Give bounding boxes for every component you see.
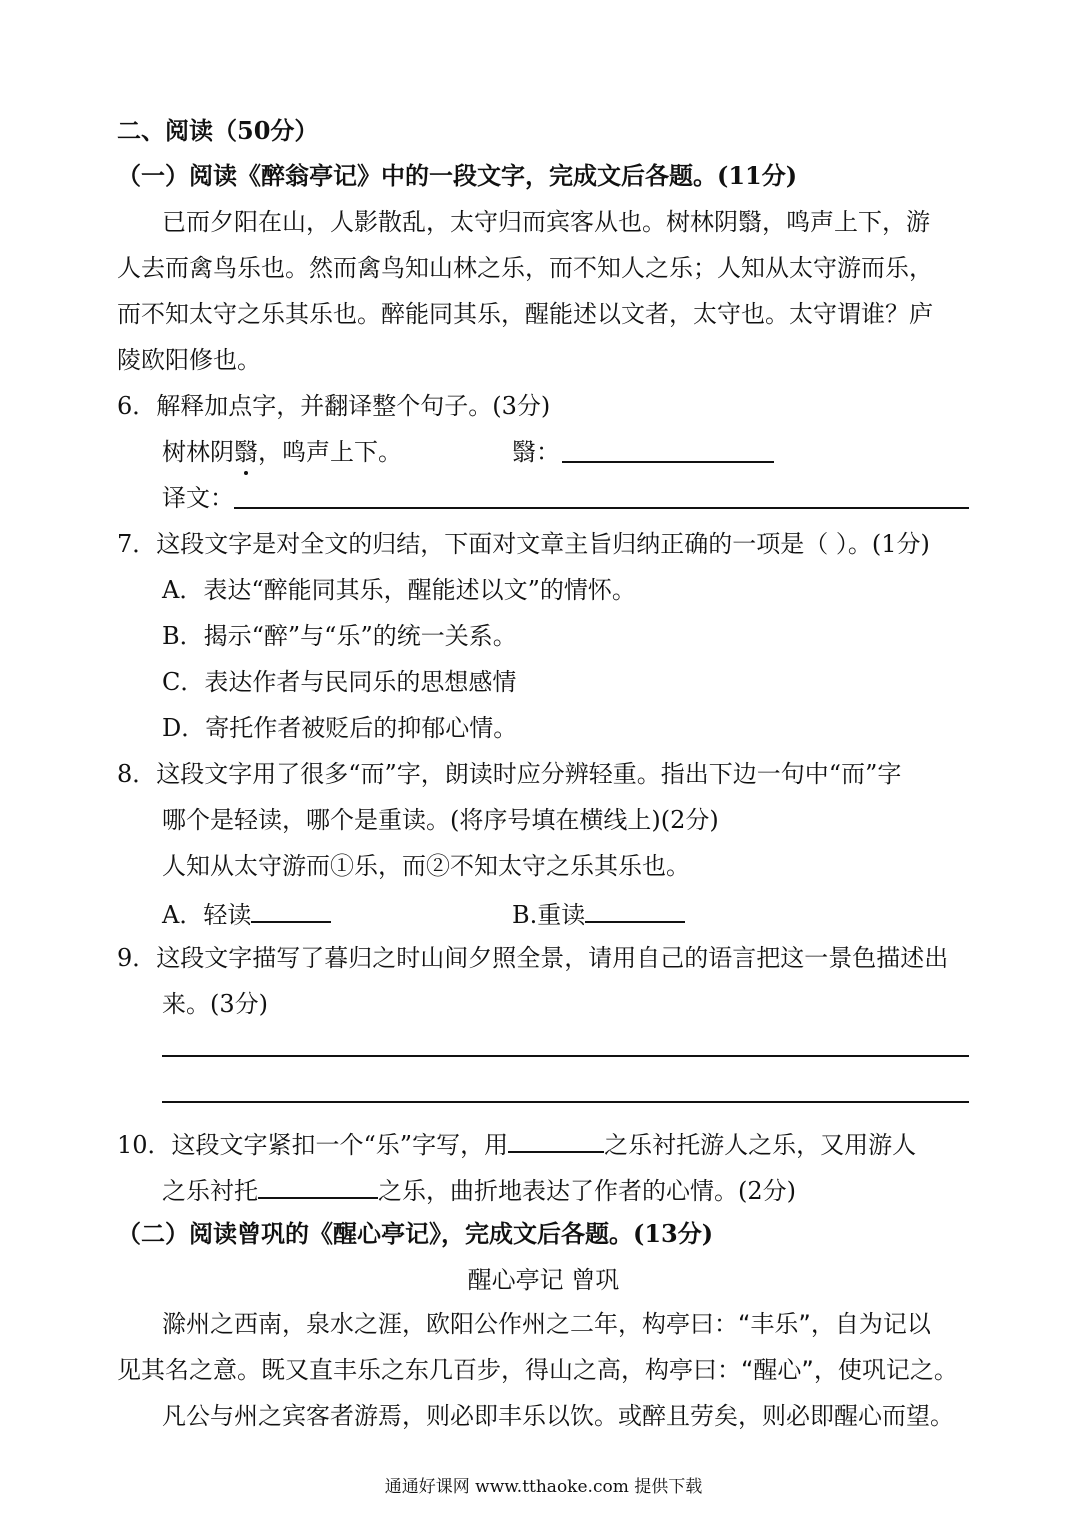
- q6-sentence-before: 树林阴: [162, 438, 234, 466]
- q6-sentence-after: ，鸣声上下。: [258, 438, 402, 466]
- part2-heading: （二）阅读曾巩的《醒心亭记》，完成文后各题。(13分): [117, 1219, 714, 1248]
- passage1-line-1: 已而夕阳在山，人影散乱，太守归而宾客从也。树林阴翳，鸣声上下，游: [162, 208, 930, 236]
- q6-term-answer-line[interactable]: [562, 461, 774, 463]
- q8-stem-line-1: 8．这段文字用了很多“而”字，朗读时应分辨轻重。指出下边一句中“而”字: [117, 760, 902, 788]
- q6-translation-answer-line[interactable]: [234, 507, 969, 509]
- q10-line-2-a: 之乐衬托: [162, 1177, 258, 1205]
- q8-sentence: 人知从太守游而①乐，而②不知太守之乐其乐也。: [162, 852, 690, 880]
- q10-line-2: [162, 1171, 796, 1208]
- q6-sentence: [162, 435, 402, 469]
- passage2-line-2: 见其名之意。既又直丰乐之东几百步，得山之高，构亭曰：“醒心”，使巩记之。: [117, 1356, 958, 1384]
- q10-blank-2[interactable]: [258, 1171, 378, 1199]
- q6-stem: 6．解释加点字，并翻译整个句子。(3分): [117, 392, 551, 420]
- q8-option-a-row: [162, 895, 331, 932]
- page-footer: 通通好课网 www.tthaoke.com 提供下载: [384, 1477, 703, 1497]
- q6-dotted-char: 翳: [234, 435, 258, 469]
- passage1-line-3: 而不知太守之乐其乐也。醉能同其乐，醒能述以文者，太守也。太守谓谁？庐: [117, 300, 933, 328]
- q10-line-1-b: 之乐衬托游人之乐，又用游人: [604, 1131, 917, 1159]
- q8-stem-line-2: 哪个是轻读，哪个是重读。(将序号填在横线上)(2分): [162, 806, 719, 834]
- passage1-line-4: 陵欧阳修也。: [117, 346, 261, 374]
- q9-stem-line-2: 来。(3分): [162, 990, 268, 1018]
- q9-answer-line-2[interactable]: [162, 1101, 969, 1103]
- q8-option-a-blank[interactable]: [251, 895, 331, 923]
- section-title: 二、阅读（50分）: [117, 116, 319, 145]
- part1-heading: （一）阅读《醉翁亭记》中的一段文字，完成文后各题。(11分): [117, 161, 798, 190]
- passage2-line-3: 凡公与州之宾客者游焉，则必即丰乐以饮。或醉且劳矣，则必即醒心而望。: [162, 1402, 954, 1430]
- q8-option-b-blank[interactable]: [585, 895, 685, 923]
- q8-option-b-label: B.重读: [512, 901, 586, 929]
- q7-option-d: D．寄托作者被贬后的抑郁心情。: [162, 714, 518, 742]
- q7-option-a: A．表达“醉能同其乐，醒能述以文”的情怀。: [162, 576, 636, 604]
- q7-option-b: B．揭示“醉”与“乐”的统一关系。: [162, 622, 517, 650]
- passage1-line-2: 人去而禽鸟乐也。然而禽鸟知山林之乐，而不知人之乐；人知从太守游而乐，: [117, 254, 933, 282]
- q10-line-1: [117, 1125, 916, 1162]
- q6-term-label: 翳：: [512, 438, 560, 466]
- part2-title: 醒心亭记 曾巩: [467, 1266, 620, 1294]
- q8-option-a-label: A．轻读: [162, 901, 252, 929]
- q9-stem-line-1: 9．这段文字描写了暮归之时山间夕照全景，请用自己的语言把这一景色描述出: [117, 944, 949, 972]
- q9-answer-line-1[interactable]: [162, 1055, 969, 1057]
- q7-stem: 7．这段文字是对全文的归结，下面对文章主旨归纳正确的一项是（ ）。(1分): [117, 530, 930, 558]
- q10-line-1-a: 10．这段文字紧扣一个“乐”字写，用: [117, 1131, 509, 1159]
- q10-blank-1[interactable]: [508, 1125, 604, 1153]
- q8-option-b-row: [512, 895, 685, 932]
- q6-translation-label: 译文：: [162, 484, 234, 512]
- passage2-line-1: 滁州之西南，泉水之涯，欧阳公作州之二年，构亭曰：“丰乐”，自为记以: [162, 1310, 931, 1338]
- q10-line-2-b: 之乐，曲折地表达了作者的心情。(2分): [378, 1177, 796, 1205]
- q7-option-c: C．表达作者与民同乐的思想感情: [162, 668, 517, 696]
